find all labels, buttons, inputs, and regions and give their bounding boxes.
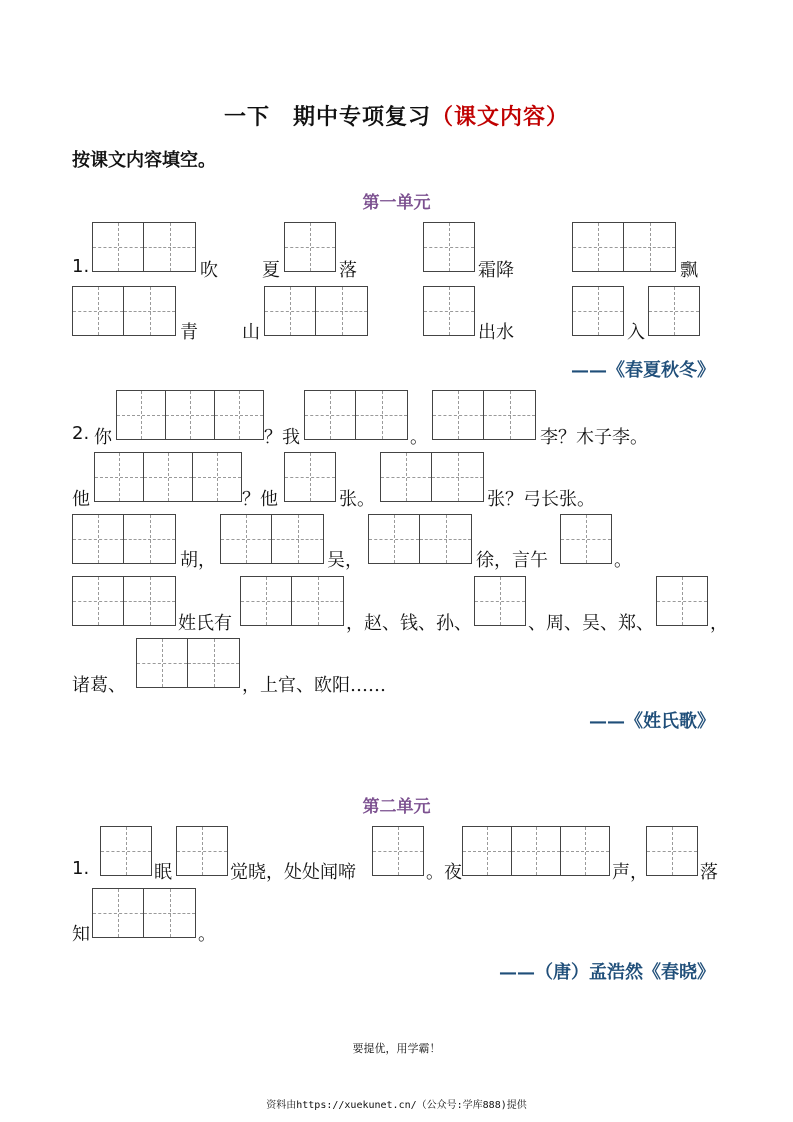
answer-box[interactable] (220, 514, 324, 564)
answer-box[interactable] (572, 222, 676, 272)
answer-box[interactable] (284, 222, 336, 272)
answer-box[interactable] (380, 452, 484, 502)
page-title (0, 100, 793, 131)
u1q2-text: 徐，言午 (476, 550, 548, 571)
u1q1-word: 青 (180, 322, 198, 343)
answer-box[interactable] (572, 286, 624, 336)
title-highlight: （课文内容） (431, 104, 570, 130)
u2q1-text: 落 (700, 862, 718, 883)
answer-box[interactable] (100, 826, 152, 876)
u1q2-text: 诸葛、 (72, 675, 126, 696)
answer-box[interactable] (432, 390, 536, 440)
u1q1-word: 出水 (478, 322, 514, 343)
footer-credit: 资料由https://xuekunet.cn/（公众号:学库888)提供 (266, 1100, 527, 1111)
u1q2-source: ——《姓氏歌》 (589, 711, 715, 732)
u1q2-text: 张？弓长张。 (487, 489, 595, 510)
answer-box[interactable] (368, 514, 472, 564)
u1q2-text: 吴， (327, 550, 363, 571)
answer-box[interactable] (423, 286, 475, 336)
u2q1-text: 。夜 (426, 862, 462, 883)
answer-box[interactable] (72, 286, 176, 336)
answer-box[interactable] (474, 576, 526, 626)
u1q1-word: 山 (242, 322, 260, 343)
u1q2-text: 。 (410, 427, 428, 448)
u1q2-number: 2. (72, 423, 90, 444)
footer-slogan: 要提优，用学霸！ (352, 1042, 441, 1055)
answer-box[interactable] (423, 222, 475, 272)
u1q2-text: ，上官、欧阳…… (242, 675, 386, 696)
u1q1-word: 落 (339, 260, 357, 281)
answer-box[interactable] (284, 452, 336, 502)
u1q2-text: ，赵、钱、孙、 (346, 613, 472, 634)
u1q2-text: 姓氏有 (178, 613, 232, 634)
u1q1-word: 霜降 (478, 260, 514, 281)
answer-box[interactable] (94, 452, 242, 502)
answer-box[interactable] (72, 576, 176, 626)
u2q1-text: 觉晓，处处闻啼 (230, 862, 356, 883)
u1q2-text: 李？木子李。 (540, 427, 648, 448)
answer-box[interactable] (646, 826, 698, 876)
title-main: 一下 期中专项复习 (223, 104, 431, 130)
answer-box[interactable] (304, 390, 408, 440)
u2q1-source: ——（唐）孟浩然《春晓》 (499, 962, 715, 983)
u2q1-text: 声， (612, 862, 648, 883)
u1q1-number: 1. (72, 256, 90, 277)
answer-box[interactable] (136, 638, 240, 688)
answer-box[interactable] (656, 576, 708, 626)
answer-box[interactable] (116, 390, 264, 440)
u1q2-text: 他 (72, 489, 90, 510)
unit1-heading: 第一单元 (362, 193, 431, 213)
u1q2-text: 你 (94, 427, 112, 448)
answer-box[interactable] (560, 514, 612, 564)
answer-box[interactable] (176, 826, 228, 876)
u1q2-text: 、周、吴、郑、 (528, 613, 654, 634)
u1q2-text: ， (710, 613, 728, 634)
answer-box[interactable] (372, 826, 424, 876)
instruction: 按课文内容填空。 (72, 150, 216, 171)
u2q1-number: 1. (72, 858, 90, 879)
answer-box[interactable] (264, 286, 368, 336)
u2q1-text: 眠 (154, 862, 172, 883)
unit2-heading: 第二单元 (362, 797, 431, 817)
u1q2-text: 胡， (180, 550, 216, 571)
answer-box[interactable] (462, 826, 610, 876)
u1q1-source: ——《春夏秋冬》 (571, 360, 715, 381)
answer-box[interactable] (92, 888, 196, 938)
answer-box[interactable] (92, 222, 196, 272)
answer-box[interactable] (72, 514, 176, 564)
u1q1-word: 飘 (680, 260, 698, 281)
answer-box[interactable] (648, 286, 700, 336)
u2q1-text: 知 (72, 924, 90, 945)
u1q1-word: 入 (627, 322, 645, 343)
u1q2-text: ？我 (264, 427, 300, 448)
u1q1-word: 吹 (200, 260, 218, 281)
u2q1-text: 。 (198, 924, 216, 945)
answer-box[interactable] (240, 576, 344, 626)
u1q2-text: ？他 (242, 489, 278, 510)
u1q2-text: 张。 (339, 489, 375, 510)
u1q2-text: 。 (614, 550, 632, 571)
u1q1-word: 夏 (262, 260, 280, 281)
